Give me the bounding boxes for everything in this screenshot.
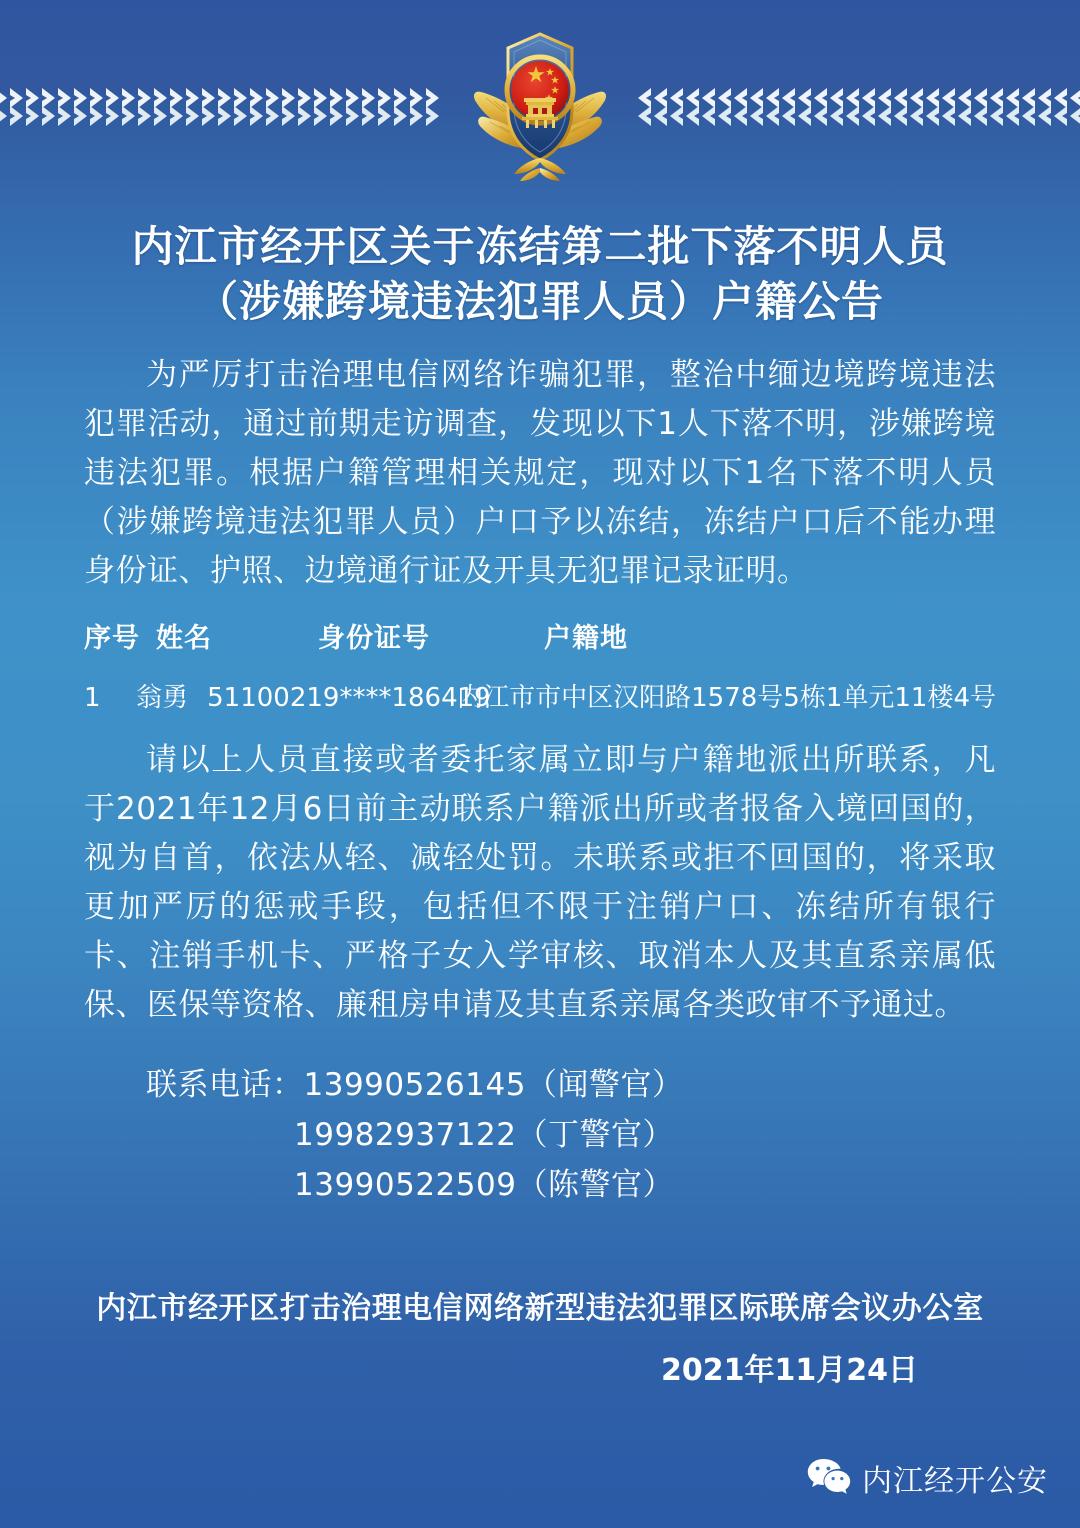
paragraph-instructions: 请以上人员直接或者委托家属立即与户籍地派出所联系，凡于2021年12月6日前主动联系户籍派出所或者报备入境回国的，视为自首，依法从轻、减轻处罚。未联系或拒不回国的，将采取更加严厉的惩戒手段，包括但不限于注销户口、冻结所有银行卡、注销手机卡、严格子女入学审核、取消本人及其直系亲属低保、医保等资格、廉租房申请及其直系亲属各类政审不予通过。 xyxy=(84,742,996,1023)
contact-phone-3[interactable]: 13990522509（陈警官） xyxy=(294,1167,674,1204)
table-header-row xyxy=(84,616,996,655)
contact-line-1 xyxy=(146,1060,996,1110)
page-title xyxy=(84,220,996,329)
column-header-no: 序号 xyxy=(84,623,140,655)
contact-phone-block xyxy=(84,1060,996,1211)
issuing-office: 内江市经开区打击治理电信网络新型违法犯罪区际联席会议办公室 xyxy=(96,1290,984,1326)
contact-line-2 xyxy=(146,1110,996,1160)
cell-address: 内江市市中区汉阳路1578号5栋1单元11楼4号 xyxy=(457,683,996,714)
chevron-band-right xyxy=(638,86,1080,128)
issue-date: 2021年11月24日 xyxy=(661,1352,918,1388)
cell-no: 1 xyxy=(84,683,101,714)
contact-phone-2[interactable]: 19982937122（丁警官） xyxy=(294,1117,674,1154)
china-police-emblem-icon xyxy=(460,18,620,188)
contact-line-3 xyxy=(146,1160,996,1210)
contact-phone-1[interactable]: 13990526145（闻警官） xyxy=(303,1066,684,1103)
column-header-address: 户籍地 xyxy=(544,623,628,655)
persons-table xyxy=(84,616,996,714)
cell-name: 翁勇 xyxy=(136,683,189,714)
wechat-account-badge[interactable] xyxy=(806,1456,1048,1500)
column-header-id: 身份证号 xyxy=(318,623,430,655)
chevron-band-left xyxy=(0,86,442,128)
paragraph-background: 为严厉打击治理电信网络诈骗犯罪，整治中缅边境跨境违法犯罪活动，通过前期走访调查，发现以下1人下落不明，涉嫌跨境违法犯罪。根据户籍管理相关规定，现对以下1名下落不明人员（涉嫌跨境违法犯罪人员）户口予以冻结，冻结户口后不能办理身份证、护照、边境通行证及开具无犯罪记录证明。 xyxy=(84,357,996,590)
wechat-account-name: 内江经开公安 xyxy=(862,1464,1048,1499)
column-header-name: 姓名 xyxy=(156,623,212,655)
page-title-line1: 内江市经开区关于冻结第二批下落不明人员 xyxy=(131,222,949,271)
wechat-icon xyxy=(806,1457,852,1499)
page-title-line2: （涉嫌跨境违法犯罪人员）户籍公告 xyxy=(195,276,884,326)
poster-header xyxy=(0,0,1080,200)
contact-label: 联系电话： xyxy=(146,1066,304,1103)
cell-id: 51100219****186419 xyxy=(207,683,491,714)
poster-content xyxy=(0,220,1080,1389)
table-row xyxy=(84,677,996,714)
